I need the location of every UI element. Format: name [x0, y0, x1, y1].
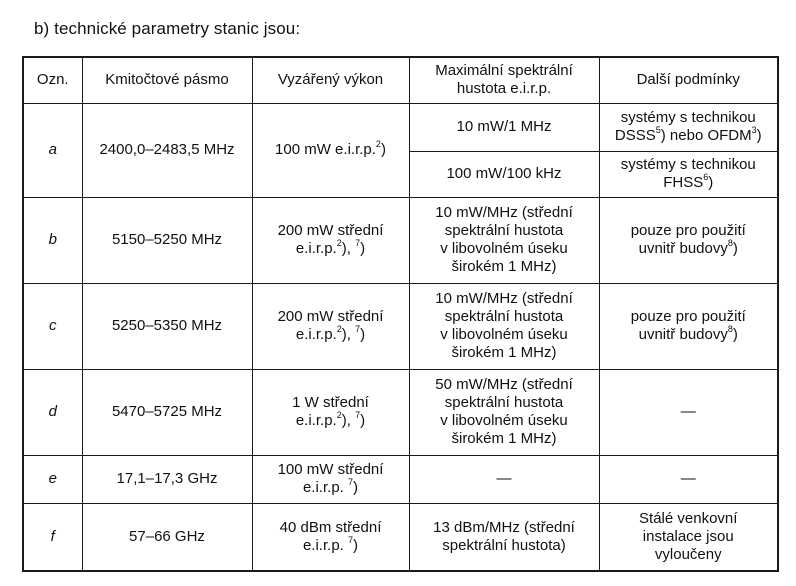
table-row-d [23, 369, 778, 455]
header-ozn: Ozn. [23, 57, 82, 103]
row-e-conditions: — [599, 455, 778, 503]
row-c-psd: 10 mW/MHz (střední spektrální hustota v libovolném úseku širokém 1 MHz) [409, 283, 599, 369]
section-heading: b) technické parametry stanic jsou: [34, 19, 301, 38]
station-parameters-table [22, 56, 779, 572]
header-psd-line-2: hustota e.i.r.p. [456, 80, 552, 98]
row-f-conditions: Stálé venkovní instalace jsou vyloučeny [599, 503, 778, 571]
row-d-power: 1 W střední e.i.r.p.$^2$), $^7$) [252, 369, 409, 455]
row-e-code: e [23, 455, 82, 503]
row-f-band: 57–66 GHz [82, 503, 252, 571]
row-d-code: d [23, 369, 82, 455]
row-a-conditions-1: systémy s technikou DSSS$^5$) nebo OFDM$^3$) [599, 103, 778, 151]
row-a-power: 100 mW e.i.r.p.$^2$) [252, 103, 409, 197]
row-c-band: 5250–5350 MHz [82, 283, 252, 369]
table-row-e [23, 455, 778, 503]
row-f-psd: 13 dBm/MHz (střední spektrální hustota) [409, 503, 599, 571]
row-b-conditions: pouze pro použití uvnitř budovy$^8$) [599, 197, 778, 283]
row-d-band: 5470–5725 MHz [82, 369, 252, 455]
row-b-psd: 10 mW/MHz (střední spektrální hustota v libovolném úseku širokém 1 MHz) [409, 197, 599, 283]
table-row-f [23, 503, 778, 571]
row-d-psd: 50 mW/MHz (střední spektrální hustota v libovolném úseku širokém 1 MHz) [409, 369, 599, 455]
row-a-band: 2400,0–2483,5 MHz [82, 103, 252, 197]
header-max-spectral-density [409, 57, 599, 103]
row-f-power: 40 dBm střední e.i.r.p. $^7$) [252, 503, 409, 571]
row-a-conditions-2: systémy s technikou FHSS$^6$) [599, 151, 778, 197]
row-e-band: 17,1–17,3 GHz [82, 455, 252, 503]
row-b-code: b [23, 197, 82, 283]
row-b-power: 200 mW střední e.i.r.p.$^2$), $^7$) [252, 197, 409, 283]
table-row-b [23, 197, 778, 283]
header-frequency-band: Kmitočtové pásmo [82, 57, 252, 103]
row-c-power: 200 mW střední e.i.r.p.$^2$), $^7$) [252, 283, 409, 369]
row-e-power: 100 mW střední e.i.r.p. $^7$) [252, 455, 409, 503]
row-f-code: f [23, 503, 82, 571]
header-radiated-power: Vyzářený výkon [252, 57, 409, 103]
row-a-psd-1: 10 mW/1 MHz [409, 103, 599, 151]
row-e-psd: — [409, 455, 599, 503]
row-a-code: a [23, 103, 82, 197]
header-other-conditions: Další podmínky [599, 57, 778, 103]
table-row-a [23, 103, 778, 151]
header-psd-line-1: Maximální spektrální [435, 62, 573, 80]
row-d-conditions: — [599, 369, 778, 455]
row-c-code: c [23, 283, 82, 369]
table-row-c [23, 283, 778, 369]
row-c-conditions: pouze pro použití uvnitř budovy$^8$) [599, 283, 778, 369]
row-b-band: 5150–5250 MHz [82, 197, 252, 283]
row-a-psd-2: 100 mW/100 kHz [409, 151, 599, 197]
table-header-row [23, 57, 778, 103]
